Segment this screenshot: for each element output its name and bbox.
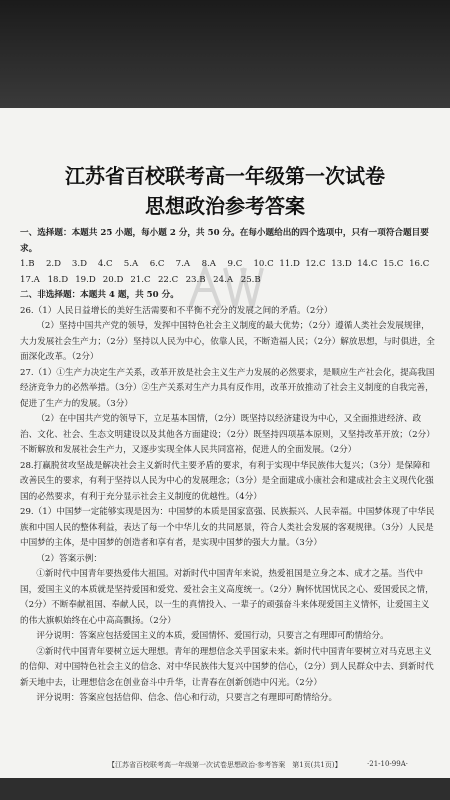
q26-part1: 26.（1）人民日益增长的美好生活需要和不平衡不充分的发展之间的矛盾。（2分） — [20, 305, 333, 316]
q29-part2-heading: （2）答案示例： — [36, 553, 102, 564]
q28-answer: 28.打赢脱贫攻坚战是解决社会主义新时代主要矛盾的要求，有利于实现中华民族伟大复兴；（3分）是保障和改善民生的要求，有利于坚持以人民为中心的发展理念；（3分）是全面建成小康社会和建成社会主义现代化强国的必然要求，有利于充分显示社会主义制度的优越性。（4分） — [20, 460, 434, 502]
mc-answer: 15.C — [383, 259, 404, 269]
mc-answer: 22.C — [157, 274, 179, 285]
mc-answer: 14.C — [357, 259, 378, 269]
mc-answer: 7.A — [175, 259, 191, 269]
mc-answer: 1.B — [20, 259, 35, 269]
mc-answer: 8.A — [201, 259, 216, 269]
mc-answer: 16.C — [409, 259, 430, 269]
mc-answer: 24.A — [213, 274, 234, 285]
page-footer — [108, 760, 408, 770]
q29-example-a: ①新时代中国青年要热爱伟大祖国。对新时代中国青年来说，热爱祖国是立身之本、成才之基。当代中国，爱国主义的本质就是坚持爱国和爱党、爱社会主义高度统一。（2分）胸怀忧国忧民之心、爱国爱民之情，（2分）不断奉献祖国、奉献人民，以一生的真情投入、一辈子的顽强奋斗来体现爱国主义情怀，让爱国主义的伟大旗帜始终在心中高高飘扬。（2分） — [20, 569, 434, 626]
q26-part2: （2）坚持中国共产党的领导，发挥中国特色社会主义制度的最大优势；（2分）遵循人类社会发展规律，大力发展社会生产力；（2分）坚持以人民为中心，依靠人民，不断造福人民；（2分）解放思想，与时俱进，全面深化改革。（2分） — [20, 321, 435, 362]
mc-answer: 10.C — [253, 259, 274, 269]
mc-answer: 2.D — [45, 259, 62, 269]
section2-heading: 二、非选择题：本题共 4 题，共 50 分。 — [20, 290, 179, 300]
document-subtitle: 思想政治参考答案 — [145, 194, 305, 218]
mc-answer: 6.C — [149, 259, 165, 269]
footer-left-text: 【江苏省百校联考高一年级第一次试卷思想政治·参考答案 第1页(共1页)】 — [108, 761, 342, 769]
q27-part2: （2）在中国共产党的领导下，立足基本国情，（2分）既坚持以经济建设为中心，又全面推进经济、政治、文化、社会、生态文明建设以及其他各方面建设；（2分）既坚持四项基本原则，又坚持改革开放；（2分）不断解放和发展社会生产力，又逐步实现全体人民共同富裕，促进人的全面发展。（2分） — [20, 414, 435, 455]
answer-body — [20, 226, 435, 707]
mc-answer: 5.A — [123, 259, 139, 269]
mc-answer: 9.C — [227, 259, 243, 269]
mc-answer: 12.C — [305, 259, 326, 269]
q29-example-b-scoring: 评分说明：答案应包括信仰、信念、信心和行动，只要言之有理即可酌情给分。 — [36, 693, 338, 703]
mc-answer: 13.D — [331, 259, 352, 269]
section1-heading: 一、选择题：本题共 25 小题，每小题 2 分，共 50 分。在每小题给出的四个选项中，只有一项符合题目要求。 — [20, 228, 429, 254]
footer-right-code: ·21-10-99A· — [367, 760, 408, 768]
mc-answer: 17.A — [20, 274, 40, 285]
mc-answer: 20.D — [102, 274, 124, 285]
mc-answer: 23.B — [185, 274, 206, 285]
mc-answer: 21.C — [130, 274, 151, 285]
mc-answers-row1 — [20, 257, 435, 273]
mc-answer: 18.D — [47, 274, 69, 285]
mc-answer: 3.D — [71, 259, 87, 269]
mc-answers-row2 — [20, 273, 435, 289]
q27-part1: 27.（1）①生产力决定生产关系，改革开放是社会主义生产力发展的必然要求，是顺应生产社会化，提高我国经济竞争力的必然举措。（3分）②生产关系对生产力具有反作用，改革开放推动了社会主义制度的自我完善，促进了生产力的发展。（3分） — [20, 367, 435, 409]
q29-example-a-scoring: 评分说明：答案应包括爱国主义的本质，爱国情怀、爱国行动，只要言之有理即可酌情给分。 — [36, 631, 389, 641]
document-title: 江苏省百校联考高一年级第一次试卷 — [65, 164, 385, 188]
q29-example-b: ②新时代中国青年要树立远大理想。青年的理想信念关乎国家未来。新时代中国青年要树立对马克思主义的信仰、对中国特色社会主义的信念、对中华民族伟大复兴中国梦的信心，（2分）到人民群众中去、到新时代新天地中去，让理想信念在创业奋斗中升华，让青春在创新创造中闪光。（2分） — [20, 646, 434, 688]
photo-background-bottom — [0, 778, 450, 800]
mc-answer: 25.B — [240, 274, 261, 285]
mc-answer: 11.D — [279, 259, 300, 269]
photo-background-top — [0, 0, 450, 108]
q29-part1: 29.（1）中国梦一定能够实现是因为：中国梦的本质是国家富强、民族振兴、人民幸福。中国梦体现了中华民族和中国人民的整体利益，表达了每一个中华儿女的共同愿景，符合人类社会发展的客观规律。（3分）人民是中国梦的主体，是中国梦的创造者和享有者，是实现中国梦的强大力量。（3分） — [20, 507, 435, 548]
mc-answer: 4.C — [97, 259, 113, 269]
mc-answer: 19.D — [75, 274, 96, 285]
